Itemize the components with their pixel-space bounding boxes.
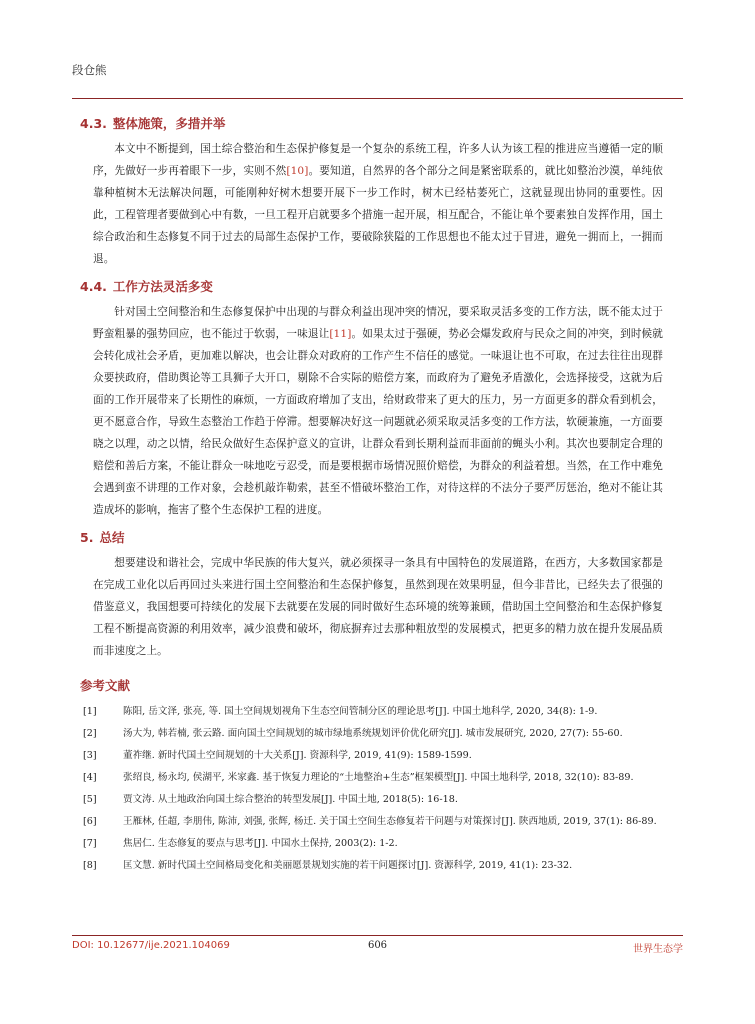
footer-divider [72, 935, 683, 936]
reference-item: [8] 匡文慧. 新时代国土空间格局变化和美丽愿景规划实施的若干问题探讨[J]. 资源科学, 2019, 41(1): 23-32. [83, 859, 573, 871]
page-number: 606 [367, 940, 388, 951]
journal-name: 世界生态学 [633, 944, 683, 955]
citation-link[interactable]: [10] [286, 165, 309, 178]
citation-link[interactable]: [11] [329, 327, 352, 340]
running-header-author: 段仓熊 [72, 63, 107, 77]
header-divider [72, 98, 683, 99]
reference-item: [5] 贾文涛. 从土地政治向国土综合整治的转型发展[J]. 中国土地, 2018(5): 16-18. [83, 793, 458, 805]
reference-item: [2] 汤大为, 韩若楠, 张云路. 面向国土空间规划的城市绿地系统规划评价优化研究[J]. 城市发展研究, 2020, 27(7): 55-60. [83, 727, 623, 739]
section-heading-4-4: 4.4. 工作方法灵活多变 [80, 278, 213, 294]
reference-item: [7] 焦居仁. 生态修复的要点与思考[J]. 中国水土保持, 2003(2): 1-2. [83, 837, 398, 849]
reference-item: [1] 陈阳, 岳文泽, 张亮, 等. 国土空间规划视角下生态空间管制分区的理论思考[J]. 中国土地科学, 2020, 34(8): 1-9. [83, 705, 598, 717]
doi-link[interactable]: DOI: 10.12677/ije.2021.104069 [72, 940, 230, 951]
section-heading-5: 5. 总结 [80, 529, 125, 545]
paragraph: 针对国土空间整治和生态修复保护中出现的与群众利益出现冲突的情况，要采取灵活多变的工作方法，既不能太过于野蛮粗暴的强势回应，也不能过于软弱，一味退让[11]。如果太过于强硬，势必会爆发政府与民众之间的冲突，到时候就会转化成社会矛盾，更加难以解决，也会让群众对政府的工作产生不信任的感觉。一味退让也不可取，在过去往往出现群众要挟政府，借助舆论等工具狮子大开口，剔除不合实际的赔偿方案，而政府为了避免矛盾激化，会选择接受，这就为后面的工作开展带来了长期性的麻烦，一方面政府增加了支出，给财政带来了更大的压力，另一方面更多的群众看到机会，更不愿意合作，导致生态整治工作趋于停滞。想要解决好这一问题就必须采取灵活多变的工作方法，软硬兼施，一方面要晓之以理，动之以情，给民众做好生态保护意义的宣讲，让群众看到长期利益而非面前的蝇头小利。其次也要制定合理的赔偿和善后方案，不能让群众一味地吃亏忍受，而是要根据市场情况照价赔偿，为群众的利益着想。当然，在工作中难免会遇到蛮不讲理的工作对象，会趁机敲诈勒索，甚至不惜破坏整治工作，对待这样的不法分子要严厉惩治，绝对不能让其造成坏的影响，拖害了整个生态保护工程的进度。 [93, 305, 663, 517]
paragraph: 本文中不断提到，国土综合整治和生态保护修复是一个复杂的系统工程，许多人认为该工程的推进应当遵循一定的顺序，先做好一步再着眼下一步，实则不然[10]。要知道，自然界的各个部分之间是紧密联系的，就比如整治沙漠，单纯依靠种植树木无法解决问题，可能刚种好树木想要开展下一步工作时，树木已经枯萎死亡，这就显现出协同的重要性。因此，工程管理者要做到心中有数，一旦工程开启就要多个措施一起开展，相互配合，不能让单个要素独自发挥作用，国土综合政治和生态修复不同于过去的局部生态保护工作，要破除狭隘的工作思想也不能太过于冒进，避免一拥而上，一拥而退。 [93, 143, 663, 266]
reference-item: [3] 董祚继. 新时代国土空间规划的十大关系[J]. 资源科学, 2019, 41(9): 1589-1599. [83, 749, 472, 761]
reference-item: [4] 张绍良, 杨永均, 侯湖平, 米家鑫. 基于恢复力理论的“土地整治+生态”框架模型[J]. 中国土地科学, 2018, 32(10): 83-89. [83, 771, 634, 783]
reference-item: [6] 王雁林, 任超, 李朋伟, 陈沛, 刘强, 张辉, 杨迁. 关于国土空间生态修复若干问题与对策探讨[J]. 陕西地质, 2019, 37(1): 86-89. [83, 815, 657, 827]
section-heading-4-3: 4.3. 整体施策，多措并举 [80, 116, 226, 131]
article-body [80, 108, 663, 880]
reference-list [83, 704, 663, 874]
paragraph: 想要建设和谐社会，完成中华民族的伟大复兴，就必须探寻一条具有中国特色的发展道路，在西方，大多数国家都是在完成工业化以后再回过头来进行国土空间整治和生态保护修复，虽然到现在效果明显，但今非昔比，已经失去了很强的借鉴意义，我国想要可持续化的发展下去就要在发展的同时做好生态环境的统筹兼顾，借助国土空间整治和生态保护修复工程不断提高资源的利用效率，减少浪费和破坏，彻底摒弃过去那种粗放型的发展模式，把更多的精力放在提升发展品质而非速度之上。 [93, 556, 663, 657]
references-heading: 参考文献 [80, 677, 131, 693]
